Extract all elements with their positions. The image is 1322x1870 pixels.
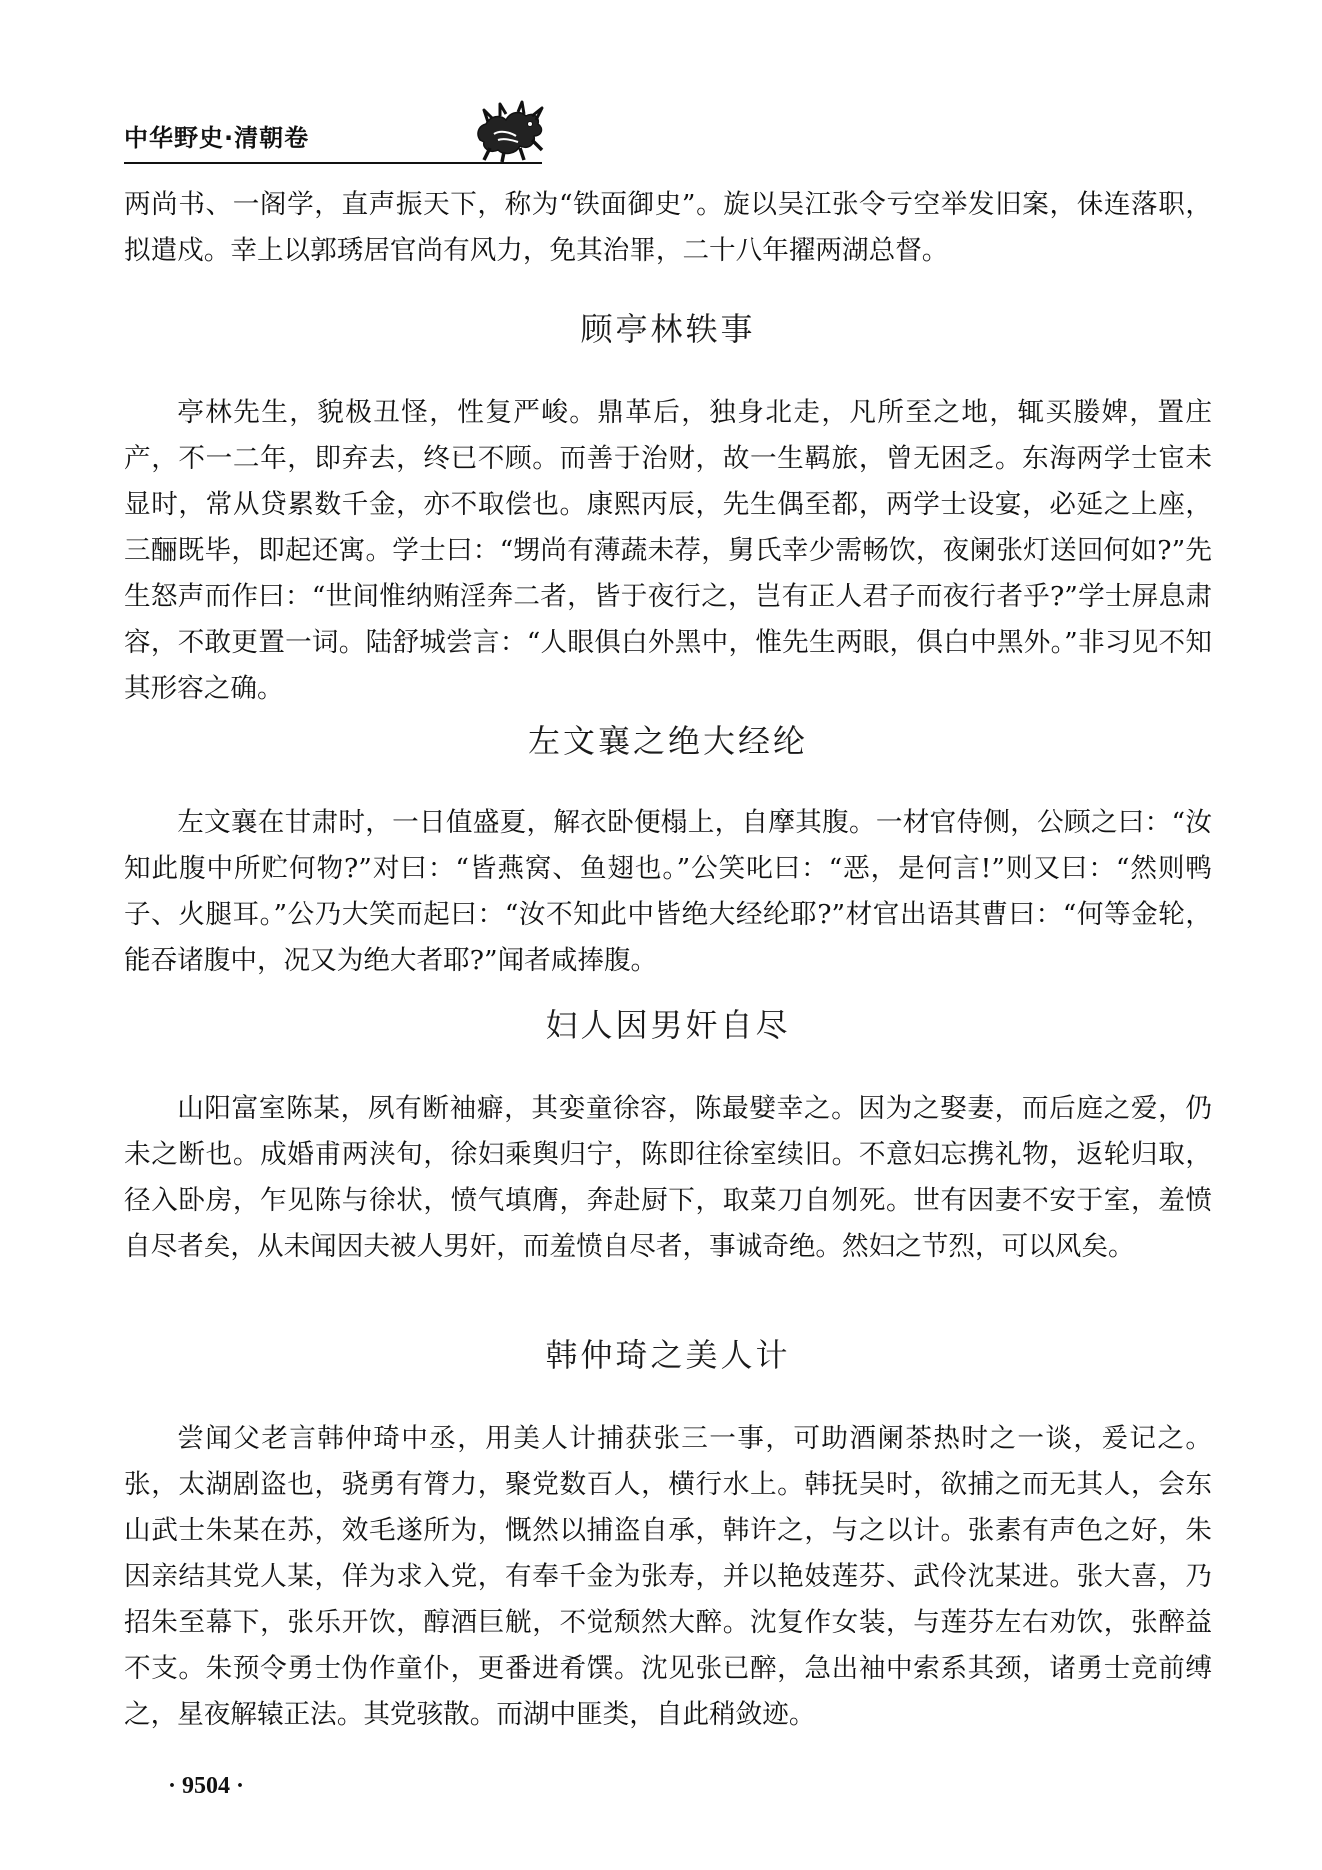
paragraph: 左文襄在甘肃时，一日值盛夏，解衣卧便榻上，自摩其腹。一材官侍侧，公顾之曰：“汝知此腹中所贮何物?”对曰：“皆燕窝、鱼翅也。”公笑叱曰：“恶，是何言!”则又曰：“然则鸭子、火腿耳。”公乃大笑而起曰：“汝不知此中皆绝大经纶耶?”材官出语其曹曰：“何等金轮，能吞诸腹中，况又为绝大者耶?”闻者咸捧腹。 (124, 807, 1212, 976)
paragraph: 亭林先生，貌极丑怪，性复严峻。鼎革后，独身北走，凡所至之地，辄买媵婢，置庄产，不一二年，即弃去，终已不顾。而善于治财，故一生羁旅，曾无困乏。东海两学士宦未显时，常从贷累数千金，亦不取偿也。康熙丙辰，先生偶至都，两学士设宴，必延之上座，三酾既毕，即起还寓。学士曰：“甥尚有薄蔬未荐，舅氏幸少需畅饮，夜阑张灯送回何如?”先生怒声而作曰：“世间惟纳贿淫奔二者，皆于夜行之，岂有正人君子而夜行者乎?”学士屏息肃容，不敢更置一词。陆舒城尝言：“人眼俱白外黑中，惟先生两眼，俱白中黑外。”非习见不知其形容之确。 (124, 397, 1212, 704)
page-number: · 9504 · (168, 1773, 245, 1799)
section-body (124, 800, 1212, 984)
header-rule (124, 162, 542, 164)
section-title: 韩仲琦之美人计 (545, 1336, 791, 1374)
running-title: 中华野史·清朝卷 (124, 124, 310, 152)
section-body (124, 390, 1212, 712)
paragraph: 两尚书、一阁学，直声振天下，称为“铁面御史”。旋以吴江张令亏空举发旧案，佅连落职，拟遣戍。幸上以郭琇居官尚有风力，免其治罪，二十八年擢两湖总督。 (124, 189, 1212, 266)
paragraph: 山阳富室陈某，夙有断袖癖，其娈童徐容，陈最嬖幸之。因为之娶妻，而后庭之爱，仍未之断也。成婚甫两浃旬，徐妇乘舆归宁，陈即往徐室续旧。不意妇忘携礼物，返轮归取，径入卧房，乍见陈与徐状，愤气填膺，奔赴厨下，取菜刀自刎死。世有因妻不安于室，羞愤自尽者矣，从未闻因夫被人男奸，而羞愤自尽者，事诚奇绝。然妇之节烈，可以风矣。 (124, 1093, 1212, 1262)
section-title: 左文襄之绝大经纶 (527, 722, 808, 760)
section-title: 顾亭林轶事 (580, 310, 756, 348)
dragon-icon (470, 100, 548, 164)
section-body (124, 1086, 1212, 1270)
section-body (124, 1416, 1212, 1738)
section-title: 妇人因男奸自尽 (545, 1006, 791, 1044)
paragraph: 尝闻父老言韩仲琦中丞，用美人计捕获张三一事，可助酒阑茶热时之一谈，爰记之。张，太湖剧盗也，骁勇有膂力，聚党数百人，横行水上。韩抚吴时，欲捕之而无其人，会东山武士朱某在苏，效毛遂所为，慨然以捕盗自承，韩许之，与之以计。张素有声色之好，朱因亲结其党人某，佯为求入党，有奉千金为张寿，并以艳妓莲芬、武伶沈某进。张大喜，乃招朱至幕下，张乐开饮，醇酒巨觥，不觉颓然大醉。沈复作女装，与莲芬左右劝饮，张醉益不支。朱预令勇士伪作童仆，更番进肴馔。沈见张已醉，急出袖中索系其颈，诸勇士竞前缚之，星夜解辕正法。其党骇散。而湖中匪类，自此稍敛迹。 (124, 1423, 1212, 1730)
continued-text (124, 182, 1212, 274)
